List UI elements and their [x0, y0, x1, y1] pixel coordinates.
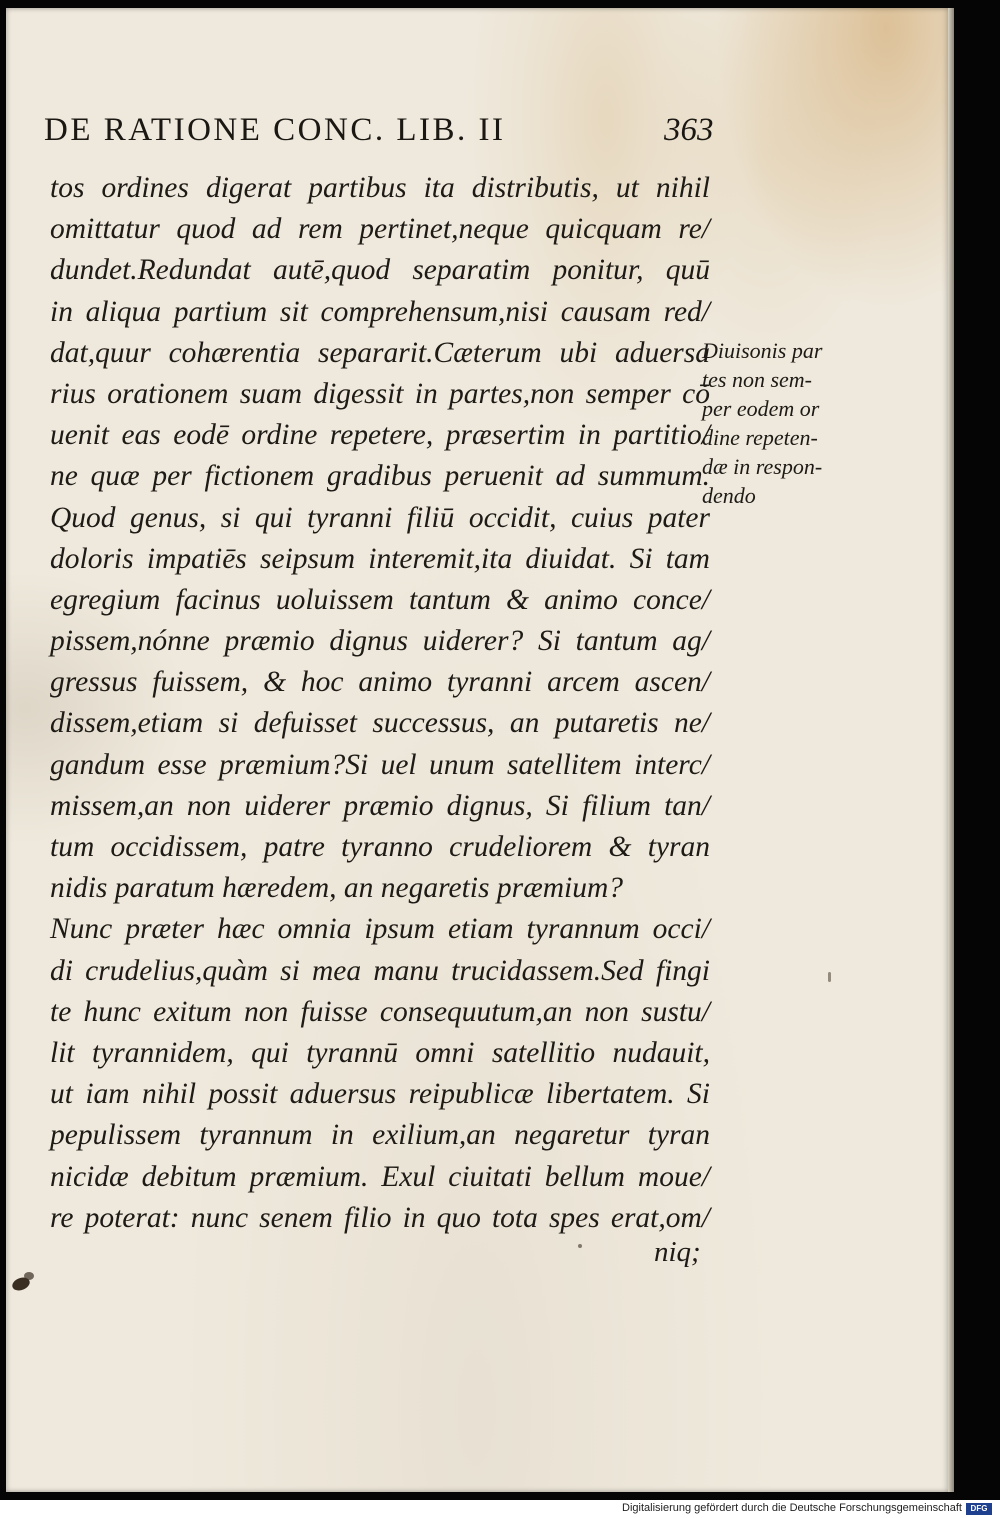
text-line: lit tyrannidem, qui tyrannū omni satellitio nudauit, — [50, 1036, 710, 1069]
text-line: nicidæ debitum præmium. Exul ciuitati bellum moue/ — [50, 1160, 710, 1193]
text-line: pepulissem tyrannum in exilium,an negaretur tyran — [50, 1119, 710, 1152]
book-page — [6, 8, 950, 1492]
text-line: rius orationem suam digessit in partes,non semper cō — [50, 377, 710, 410]
main-text-block — [50, 168, 710, 1239]
footer-bar — [0, 1500, 1000, 1518]
text-line: dat,quur cohærentia separarit.Cæterum ubi aduersa — [50, 336, 710, 369]
text-line: uenit eas eodē ordine repetere, præsertim in partitio/ — [50, 419, 710, 452]
margin-note-line: tes non sem- — [702, 367, 812, 392]
text-line: omittatur quod ad rem pertinet,neque quicquam re/ — [50, 213, 710, 246]
text-line: tos ordines digerat partibus ita distributis, ut nihil — [50, 172, 710, 204]
text-line: dissem,etiam si defuisset successus, an putaretis ne/ — [50, 707, 710, 740]
text-line: Quod genus, si qui tyranni filiū occidit, cuius pater — [50, 501, 710, 534]
text-line: te hunc exitum non fuisse consequutum,an non sustu/ — [50, 995, 710, 1028]
page-edge — [948, 8, 954, 1492]
ink-spot — [828, 972, 831, 982]
catchword: niq; — [654, 1236, 701, 1268]
text-line: doloris impatiēs seipsum interemit,ita diuidat. Si tam — [50, 542, 710, 575]
text-line: dundet.Redundat autē,quod separatim ponitur, quū — [50, 254, 710, 287]
margin-note — [702, 336, 862, 510]
ink-spot — [24, 1272, 34, 1280]
margin-note-line: per eodem or — [702, 396, 820, 421]
text-line: ne quæ per fictionem gradibus peruenit ad summum. — [50, 460, 710, 493]
text-line: ut iam nihil possit aduersus reipublicæ libertatem. Si — [50, 1078, 710, 1111]
margin-note-line: dendo — [702, 483, 756, 508]
text-line: Nunc præter hæc omnia ipsum etiam tyrannum occi/ — [50, 913, 710, 946]
running-header — [44, 112, 724, 149]
ink-spot — [578, 1244, 582, 1248]
running-title: DE RATIONE CONC. LIB. II — [44, 112, 506, 148]
text-line: tum occidissem, patre tyranno crudeliorem & tyran — [50, 831, 710, 863]
text-line: di crudelius,quàm si mea manu trucidassem.Sed fingi — [50, 954, 710, 987]
margin-note-line: Diuisonis par — [702, 338, 823, 363]
text-line: in aliqua partium sit comprehensum,nisi causam red/ — [50, 295, 710, 328]
margin-note-line: dine repeten- — [702, 425, 818, 450]
margin-note-line: dæ in respon- — [702, 454, 823, 479]
text-line: nidis paratum hæredem, an negaretis præmium? — [50, 872, 624, 905]
text-line: gressus fuissem, & hoc animo tyranni arcem ascen/ — [50, 666, 710, 699]
text-line: egregium facinus uoluissem tantum & animo conce/ — [50, 583, 710, 616]
text-line: missem,an non uiderer præmio dignus, Si filium tan/ — [50, 789, 710, 822]
text-line: gandum esse præmium?Si uel unum satellitem interc/ — [50, 748, 710, 781]
text-line: re poterat: nunc senem filio in quo tota spes erat,om/ — [50, 1201, 710, 1234]
funding-credit: Digitalisierung gefördert durch die Deutsche Forschungsgemeinschaft — [622, 1502, 962, 1514]
text-line: pissem,nónne præmio dignus uiderer? Si tantum ag/ — [50, 625, 710, 658]
dfg-logo: DFG — [966, 1503, 992, 1515]
folio-number: 363 — [664, 112, 714, 148]
